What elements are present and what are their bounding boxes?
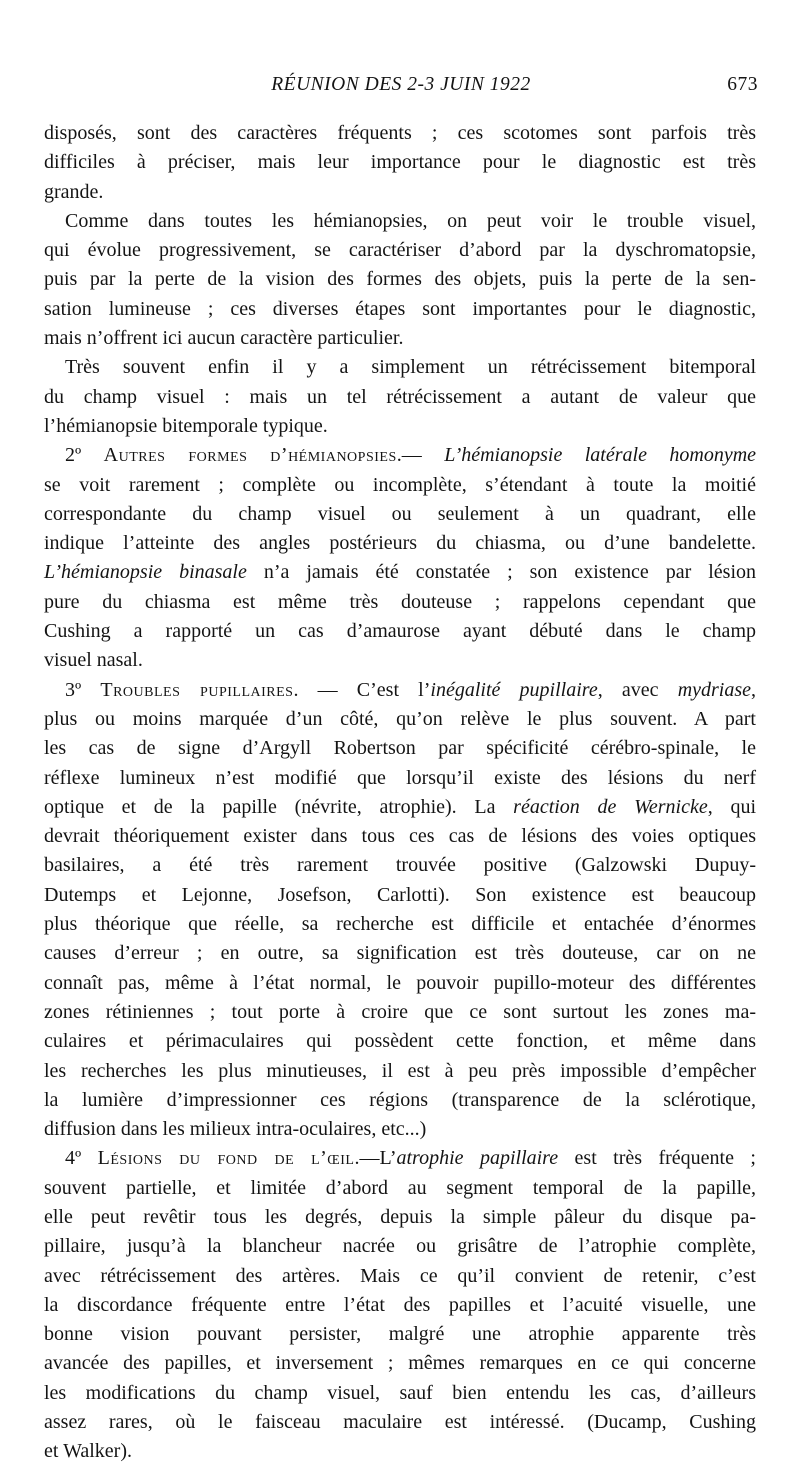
- text-line: les recherches les plus minutieuses, il est à peu près impossible d’empêcher: [44, 1059, 756, 1082]
- text-line: et Walker).: [44, 1440, 132, 1463]
- text-line: disposés, sont des caractères fréquents ; ces scotomes sont parfois très: [44, 122, 756, 144]
- text-run: est très fréquente ;: [558, 1147, 756, 1170]
- emphasis: réaction de Wernicke: [513, 795, 708, 818]
- text-run: , qui: [707, 795, 756, 818]
- paragraph: [44, 119, 756, 207]
- emphasis: inégalité pupillaire: [430, 678, 598, 701]
- text-line: la lumière d’impressionner ces régions (transparence de la sclérotique,: [44, 1088, 756, 1111]
- paragraph: [44, 441, 756, 675]
- text-line: difficiles à préciser, mais leur importance pour le diagnostic est très: [44, 151, 756, 174]
- text-line: culaires et périmaculaires qui possèdent cette fonction, et même dans: [44, 1030, 756, 1053]
- heading-punct: .—L’: [354, 1147, 397, 1170]
- text-line: réflexe lumineux n’est modifié que lorsqu’il existe des lésions du nerf: [44, 766, 756, 789]
- paragraph: [44, 353, 756, 441]
- text-line: avec rétrécissement des artères. Mais ce qu’il convient de retenir, c’est: [44, 1264, 756, 1287]
- section-number: 3º: [65, 678, 82, 701]
- text-line: l’hémianopsie bitemporale typique.: [44, 414, 328, 437]
- emphasis: L’hémianopsie binasale: [44, 561, 247, 584]
- text-line: assez rares, où le faisceau maculaire est intéressé. (Ducamp, Cushing: [44, 1411, 756, 1434]
- running-title: RÉUNION DES 2-3 JUIN 1922: [271, 74, 531, 95]
- text-line: pillaire, jusqu’à la blancheur nacrée ou grisâtre de l’atrophie complète,: [44, 1235, 756, 1258]
- text-line: plus ou moins marquée d’un côté, qu’on relève le plus souvent. A part: [44, 707, 756, 730]
- section-heading-line: [44, 676, 756, 705]
- text-line: pure du chiasma est même très douteuse ; rappelons cependant que: [44, 590, 756, 613]
- text-line: souvent partielle, et limitée d’abord au segment temporal de la papille,: [44, 1176, 756, 1199]
- text-line: Dutemps et Lejonne, Josefson, Carlotti). Son existence est beaucoup: [44, 883, 756, 906]
- section-heading: Lésions du fond de l’œil: [97, 1147, 355, 1170]
- text-line: devrait théoriquement exister dans tous ces cas de lésions des voies optiques: [44, 825, 756, 848]
- text-line: les modifications du champ visuel, sauf bien entendu les cas, d’ailleurs: [44, 1381, 756, 1404]
- body-text: [44, 119, 756, 1467]
- text-line: qui évolue progressivement, se caractériser d’abord par la dyschromatopsie,: [44, 239, 756, 262]
- text-line: indique l’atteinte des angles postérieurs du chiasma, ou d’une bandelette.: [44, 532, 756, 555]
- section-heading-line: [44, 1144, 756, 1173]
- text-line: connaît pas, même à l’état normal, le pouvoir pupillo-moteur des différentes: [44, 971, 756, 994]
- text-line: diffusion dans les milieux intra-oculaires, etc...): [44, 1118, 427, 1141]
- text-line: bonne vision pouvant persister, malgré une atrophie apparente très: [44, 1323, 756, 1346]
- text-line: les cas de signe d’Argyll Robertson par spécificité cérébro-spinale, le: [44, 737, 756, 760]
- text-line: plus théorique que réelle, sa recherche est difficile et entachée d’énormes: [44, 913, 756, 936]
- heading-punct: .—: [396, 444, 445, 467]
- text-line: sation lumineuse ; ces diverses étapes sont importantes pour le diagnostic,: [44, 297, 756, 320]
- text-line: zones rétiniennes ; tout porte à croire que ce sont surtout les zones ma-: [44, 1000, 756, 1023]
- paragraph: [44, 1144, 756, 1466]
- text-run: n’a jamais été constatée ; son existence par lésion: [246, 561, 756, 584]
- text-line: puis par la perte de la vision des formes des objets, puis la perte de la sen-: [44, 268, 756, 291]
- text-line: [44, 793, 756, 822]
- emphasis: L’hémianopsie latérale homonyme: [444, 444, 757, 467]
- text-line: du champ visuel : mais un tel rétrécissement a autant de valeur que: [44, 385, 756, 408]
- paragraph: [44, 207, 756, 353]
- page-number: 673: [727, 74, 758, 95]
- text-line: avancée des papilles, et inversement ; mêmes remarques en ce qui concerne: [44, 1352, 756, 1375]
- text-line: se voit rarement ; complète ou incomplète, s’étendant à toute la moitié: [44, 473, 756, 496]
- text-line: basilaires, a été très rarement trouvée positive (Galzowski Dupuy-: [44, 854, 756, 877]
- text-line: Très souvent enfin il y a simplement un rétrécissement bitemporal: [65, 356, 756, 379]
- text-line: la discordance fréquente entre l’état des papilles et l’acuité visuelle, une: [44, 1293, 756, 1316]
- heading-punct: . — C’est l’: [293, 678, 431, 701]
- section-heading: Troubles pupillaires: [100, 678, 294, 701]
- text-line: visuel nasal.: [44, 649, 143, 672]
- text-line: causes d’erreur ; en outre, sa signification est très douteuse, car on ne: [44, 942, 756, 965]
- section-heading-line: [44, 441, 756, 470]
- running-header: [44, 74, 758, 106]
- text-line: [44, 558, 756, 587]
- text-run: optique et de la papille (névrite, atrophie). La: [44, 795, 514, 818]
- emphasis: mydriase: [677, 678, 752, 701]
- section-heading: Autres formes d’hémianopsies: [103, 444, 397, 467]
- text-run: , avec: [597, 678, 678, 701]
- text-line: mais n’offrent ici aucun caractère particulier.: [44, 327, 404, 350]
- emphasis: atrophie papillaire: [396, 1147, 559, 1170]
- text-line: correspondante du champ visuel ou seulement à un quadrant, elle: [44, 502, 756, 525]
- text-line: elle peut revêtir tous les degrés, depuis la simple pâleur du disque pa-: [44, 1205, 756, 1228]
- text-line: Comme dans toutes les hémianopsies, on peut voir le trouble visuel,: [65, 209, 756, 232]
- text-line: Cushing a rapporté un cas d’amaurose ayant débuté dans le champ: [44, 620, 756, 643]
- text-run: ,: [751, 678, 757, 701]
- paragraph: [44, 676, 756, 1145]
- section-number: 2º: [65, 444, 82, 467]
- section-number: 4º: [65, 1147, 82, 1170]
- text-line: grande.: [44, 180, 104, 203]
